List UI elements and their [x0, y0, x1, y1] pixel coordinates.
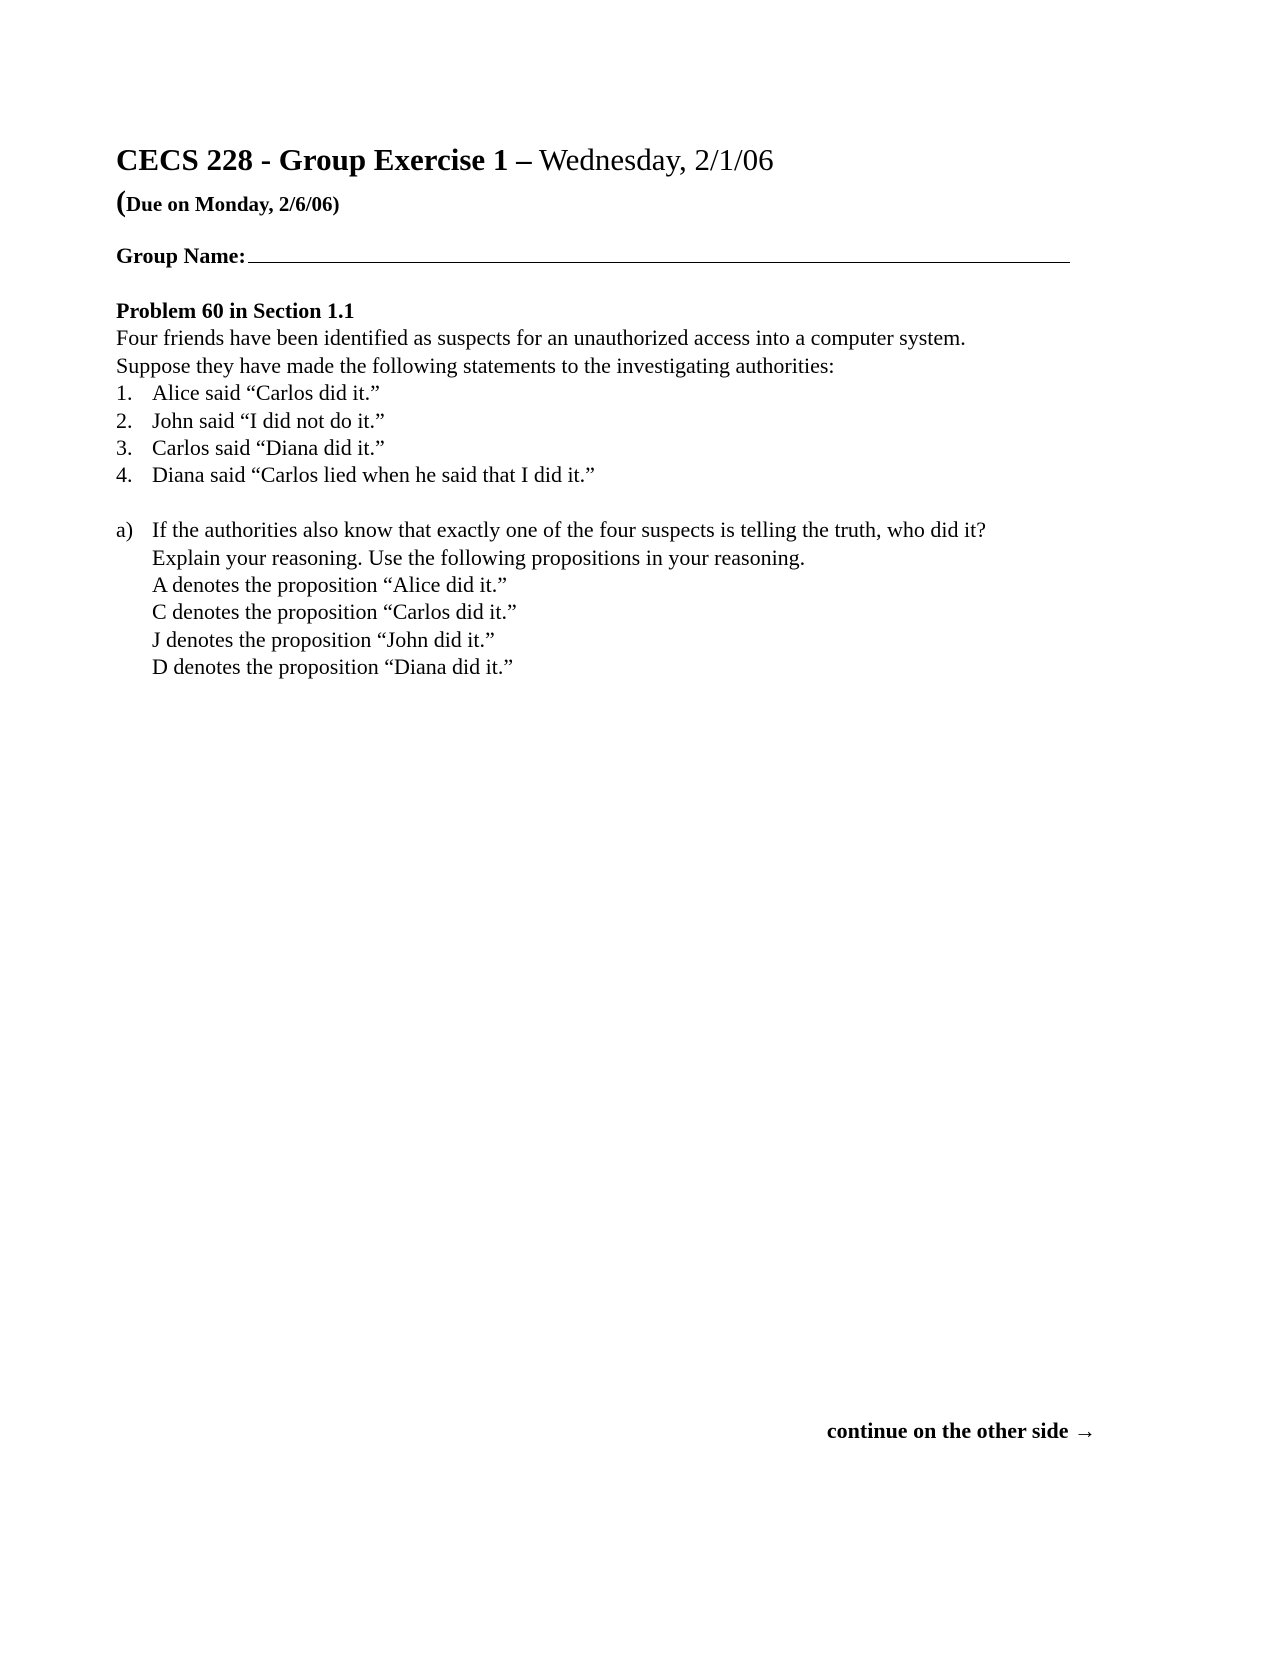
problem-heading: Problem 60 in Section 1.1	[116, 298, 355, 323]
part-a-line: Explain your reasoning. Use the following propositions in your reasoning.	[152, 544, 806, 570]
title-course: CECS 228 - Group Exercise 1 –	[116, 142, 532, 177]
intro-line: Suppose they have made the following statements to the investigating authorities:	[116, 352, 835, 378]
statement-item: 3. Carlos said “Diana did it.”	[116, 435, 385, 461]
continue-note: continue on the other side →	[826, 1418, 1096, 1443]
group-name-field: Group Name :	[116, 243, 1070, 269]
statement-item: 2. John said “I did not do it.”	[116, 407, 385, 433]
part-a-line: A denotes the proposition “Alice did it.”	[152, 572, 507, 598]
page-title	[116, 142, 774, 178]
part-a: a) If the authorities also know that exactly one of the four suspects is telling the truth, who did it?	[116, 517, 986, 543]
intro-line: Four friends have been identified as suspects for an unauthorized access into a computer system.	[116, 325, 966, 351]
statement-item: 4. Diana said “Carlos lied when he said that I did it.”	[116, 462, 595, 488]
due-date: (Due on Monday, 2/6/06)	[116, 185, 340, 218]
part-a-line: D denotes the proposition “Diana did it.”	[152, 654, 514, 680]
part-a-line: J denotes the proposition “John did it.”	[152, 626, 495, 652]
part-a-line: C denotes the proposition “Carlos did it.”	[152, 599, 517, 625]
problem-section	[116, 297, 986, 681]
title-date: Wednesday, 2/1/06	[538, 142, 774, 177]
statement-item: 1. Alice said “Carlos did it.”	[116, 380, 380, 406]
group-name-blank	[248, 244, 1070, 263]
group-name-label: Group Name	[116, 243, 239, 268]
